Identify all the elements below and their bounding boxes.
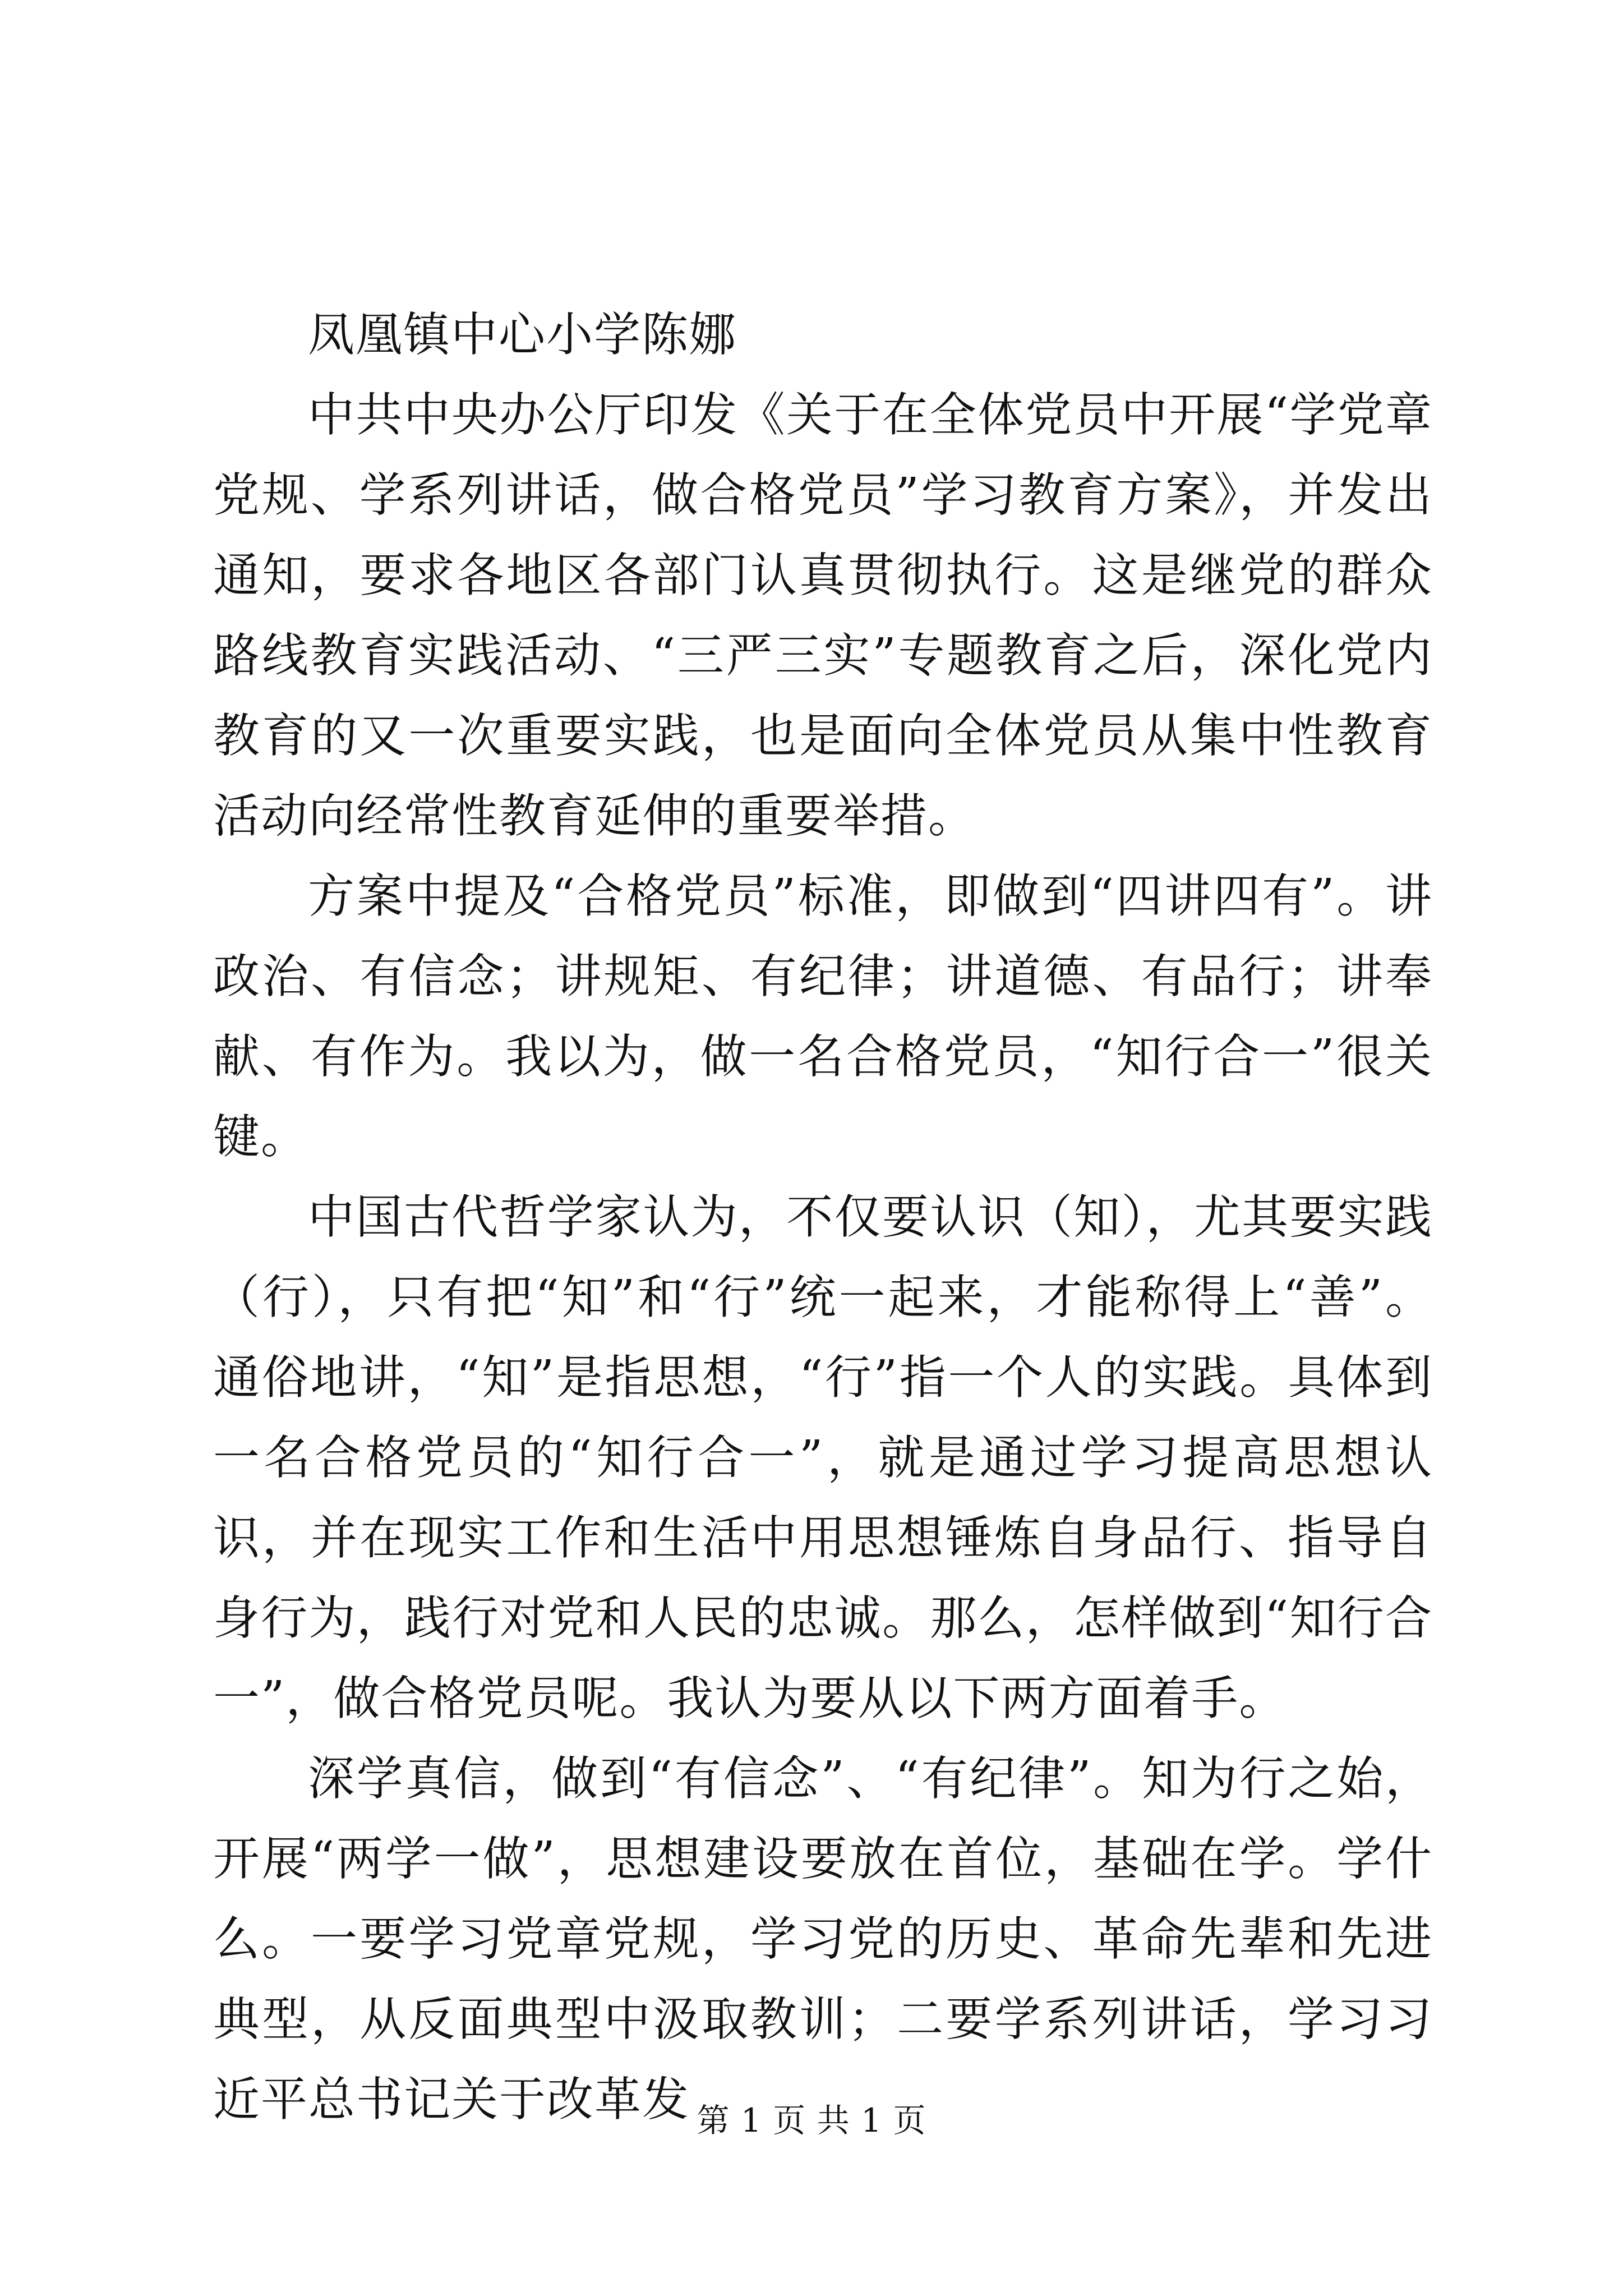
page-footer: 第 1 页 共 1 页: [697, 2101, 926, 2139]
document-body: [213, 295, 1433, 2139]
paragraph-4: 深学真信，做到“有信念”、“有纪律”。知为行之始，开展“两学一做”，思想建设要放在首位，基础在学。学什么。一要学习党章党规，学习党的历史、革命先辈和先进典型，从反面典型中汲取教训；二要学系列讲话，学习习近平总书记关于改革发: [213, 1751, 1433, 2127]
paragraph-3: 中国古代哲学家认为，不仅要认识（知），尤其要实践（行），只有把“知”和“行”统一起来，才能称得上“善”。通俗地讲，“知”是指思想，“行”指一个人的实践。具体到一名合格党员的“知行合一”，就是通过学习提高思想认识，并在现实工作和生活中用思想锤炼自身品行、指导自身行为，践行对党和人民的忠诚。那么，怎样做到“知行合一”，做合格党员呢。我认为要从以下两方面着手。: [213, 1190, 1433, 1726]
paragraph-2: 方案中提及“合格党员”标准，即做到“四讲四有”。讲政治、有信念；讲规矩、有纪律；讲道德、有品行；讲奉献、有作为。我以为，做一名合格党员，“知行合一”很关键。: [213, 869, 1433, 1164]
author-line: 凤凰镇中心小学陈娜: [308, 307, 737, 362]
paragraph-1: 中共中央办公厅印发《关于在全体党员中开展“学党章党规、学系列讲话，做合格党员”学习教育方案》，并发出通知，要求各地区各部门认真贯彻执行。这是继党的群众路线教育实践活动、“三严三实”专题教育之后，深化党内教育的又一次重要实践，也是面向全体党员从集中性教育活动向经常性教育延伸的重要举措。: [213, 388, 1433, 843]
